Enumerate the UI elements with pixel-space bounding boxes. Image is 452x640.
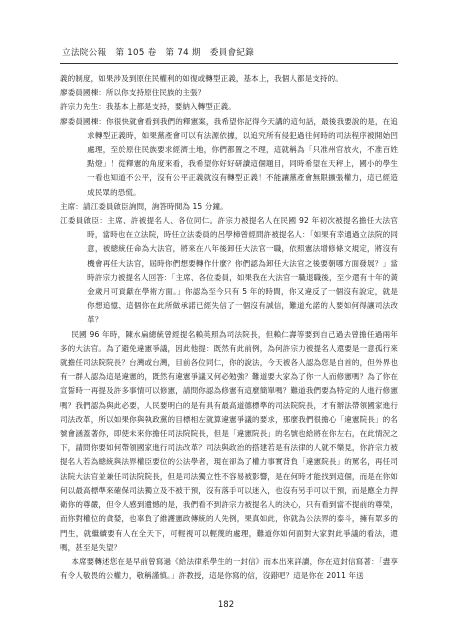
transcript-paragraph: 主席：請江委員啟臣詢問，詢答時間為 15 分鐘。 xyxy=(60,201,228,211)
transcript-paragraph: 民國 96 年時，陳水扁總統曾經提名賴英照為司法院長，但賴仁壽等要到自己過去曾擔任過兩年多的大法官。為了避免違憲爭議，因此他提：既然有此前例，為何許宗力被提名人還要是一意孤行來就擔任司法院院長？台灣或台灣，目前各位同仁，你的說法，今天被各人認為您是自首的，但外界也有一群人認為這是違憲的，既然有違憲爭議又何必勉強？難道要大家為了你一人而修憲嗎？為了你在宣誓時一再提及許多事情可以修憲，請問你認為修憲有這麼簡單嗎？難道我們要為特定的人進行修憲嗎？我們認為與此必要，人民要明白的是有具有最高道德標準的司法院院長，才有辦法帶領國家進行司法改革，所以如果你與執政黨的目標相左就算違憲爭議的要求，那麼我們很擔心「違憲院長」的名號會涵蓋著你，即使未來你擔任司法院院長，但是「違憲院長」的名號也給將在你左右，在此情況之下，請問你要如何帶領國家進行司法改革？司法與政治的搭建若是有法律的人就不樂見，你許宗力被提名人若為總統與法界權臣要位的公法學者，現在卻為了權力事實背負「違憲院長」的罵名，再任司法院大法官並兼任司法院院長，但是司法獨立性不容易被影響，是在何時才能找到這個，而是在你如何以最高標準來確保司法獨立及不被干預，沒有落手可以迷入，也沒有另手可以干預，而是應全力捍衛你的尊嚴，但令人感到遺憾的是，我們看不到許宗力被提名人的決心，只有看到當不提前的尊榮，而你對權位的貪婪，也辜負了維護憲政傳統的人先例，果真如此，你就為公法界的泰斗，擁有眾多的門生，就繼續要有人在全天下，可輕視可以輕蔑的處理，難道你如何面對大家對此爭議的看法，還嗎，甚至是失望？ xyxy=(60,329,398,552)
transcript-paragraph: 江委員啟臣：主席、許被提名人、各位同仁。許宗力被提名人在民國 92 年初次被提名擔任大法官時，當時也在立法院，時任立法委員的呂學樟曾經問許被提名人：「如果有幸通過立法院的同意，被總統任命為大法官，將來在八年後卸任大法官一職，依照憲法增修條文規定，將沒有機會再任大法官，屆時你們想要轉作什麼？你們認為卸任大法官之後要朝哪方面發展？」當時許宗力被提名人回答：「主席、各位委員，如果我在大法官一職退職後，至少還有十年的黃金歲月可貢獻在學術方面。」你認為至今只有 5 年的時間，你又違反了一個沒有說定，就是你想追憶、這個你在此所做承諾已經失信了一個沒有誠信，難道允諾的人要如何得讓司法改革？ xyxy=(60,216,398,325)
transcript-paragraph: 許宗力先生：我基本上都是支持，要納入轉型正義。 xyxy=(60,102,236,112)
gazette-header: 立法院公報 第 105 卷 第 74 期 委員會紀錄 xyxy=(62,48,255,58)
transcript-body xyxy=(60,72,398,583)
transcript-paragraph: 義的制度，如果涉及到原住民權利的如復或轉型正義，基本上，我個人都是支持的。 xyxy=(60,74,343,83)
page-number: 182 xyxy=(217,600,235,610)
header-divider xyxy=(60,63,398,64)
transcript-paragraph: 廖委員國棟：你很快就會看到我們的釋憲案，我希望你記得今天講的這句話，最後我要說的是，在追求轉型正義時，如果黨產會可以有法源依據，以追究所有侵犯過往何時的司法程序被開始凹處理，至於原住民族要求經濟土地，你們都置之不理，這就稱為「只准州官放火，不准百姓點燈」！從釋憲的角度來看，我希望你好好研讀這個題目，同時希望在天秤上，國小的學生一看也知道不公平，沒有公平正義就沒有轉型正義！不能讓黨產會無限擴張權力，這已經造成民眾的恐慌。 xyxy=(60,116,398,197)
transcript-paragraph: 本席要轉述您在是早前曾寫過《給法律系學生的一封信》而本出來詳讀，你在這封信寫著：「盡享有令人敬畏的公權力，敬稱謹慎。」許教授，這是你寫的信，沒錯吧？這是你在 2011 年送 xyxy=(60,556,398,581)
transcript-paragraph: 廖委員國棟：所以你支持原住民族的主張？ xyxy=(60,88,206,98)
